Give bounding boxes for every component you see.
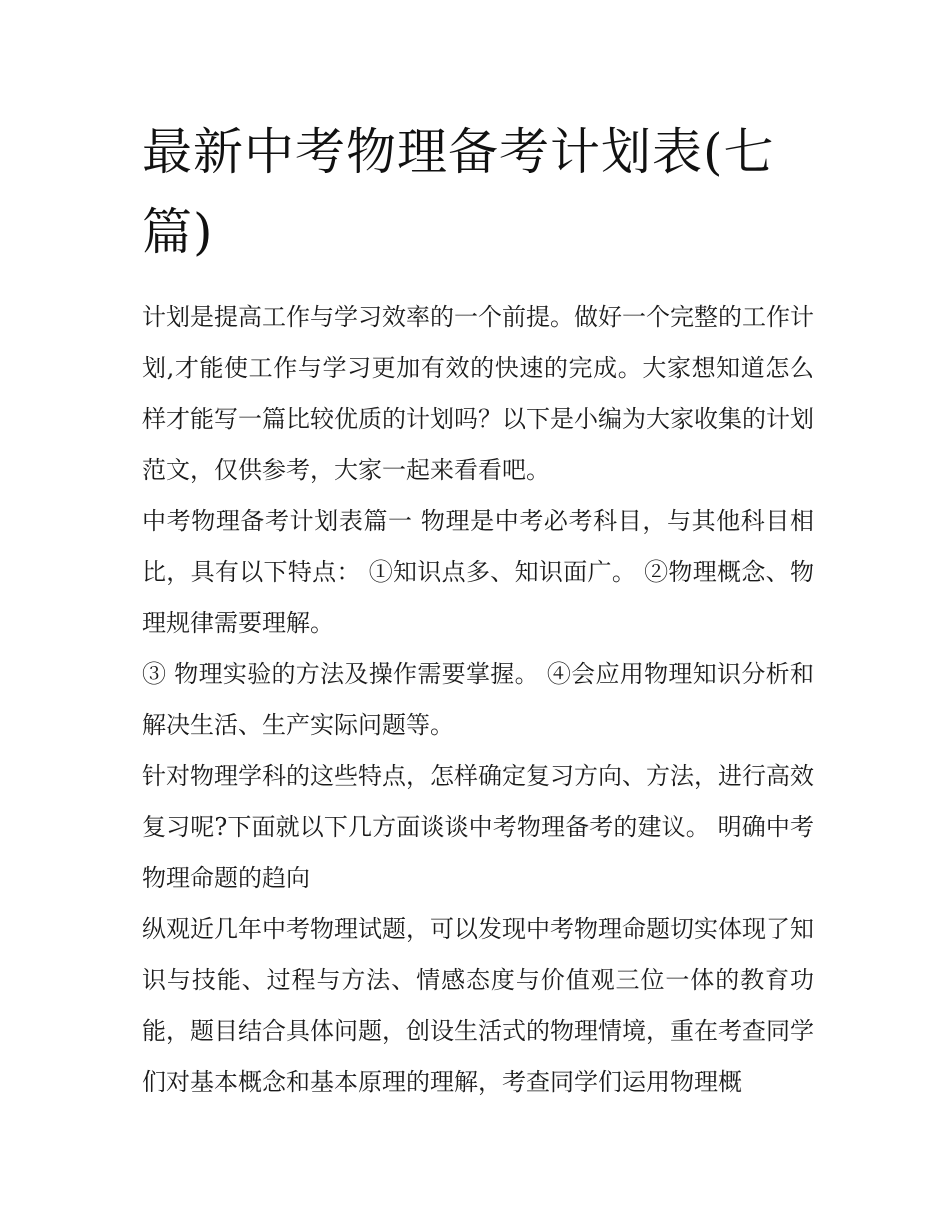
document-body bbox=[142, 112, 814, 1108]
intro-paragraph: 计划是提高工作与学习效率的一个前提。做好一个完整的工作计划,才能使工作与学习更加有效的快速的完成。大家想知道怎么样才能写一篇比较优质的计划吗？以下是小编为大家收集的计划范文，仅供参考，大家一起来看看吧。 bbox=[142, 303, 814, 484]
body-paragraph: 纵观近几年中考物理试题，可以发现中考物理命题切实体现了知识与技能、过程与方法、情感态度与价值观三位一体的教育功能，题目结合具体问题，创设生活式的物理情境，重在考查同学们对基本概念和基本原理的理解，考查同学们运用物理概 bbox=[142, 915, 814, 1096]
document-title: 最新中考物理备考计划表(七篇) bbox=[142, 123, 775, 261]
body-paragraph: 针对物理学科的这些特点，怎样确定复习方向、方法，进行高效复习呢?下面就以下几方面谈谈中考物理备考的建议。 明确中考物理命题的趋向 bbox=[142, 762, 814, 892]
body-paragraph: ③ 物理实验的方法及操作需要掌握。 ④会应用物理知识分析和解决生活、生产实际问题等。 bbox=[142, 660, 814, 739]
body-paragraph: 中考物理备考计划表篇一 物理是中考必考科目，与其他科目相比，具有以下特点： ①知识点多、知识面广。 ②物理概念、物理规律需要理解。 bbox=[142, 507, 814, 637]
